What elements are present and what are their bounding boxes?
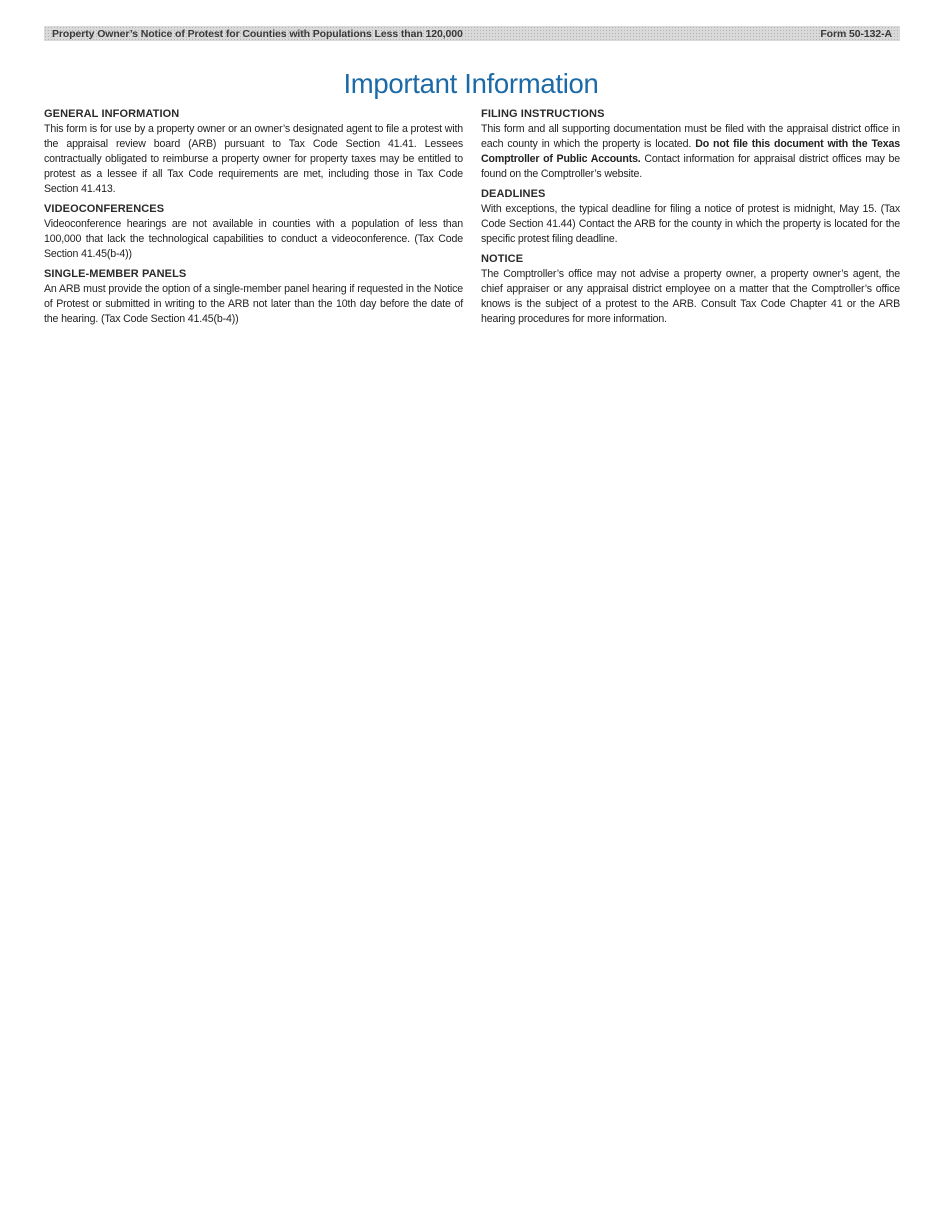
videoconferences-section [44,202,463,262]
form-header-title: Property Owner’s Notice of Protest for Counties with Populations Less than 120,000 [52,27,463,40]
right-column [481,107,900,332]
general-information-heading: GENERAL INFORMATION [44,108,180,120]
deadlines-section [481,187,900,247]
form-header-bar [44,26,900,41]
filing-instructions-heading: FILING INSTRUCTIONS [481,108,605,120]
filing-instructions-warning: Do not file this document with the Texas Comptroller of Public Accounts. [481,138,900,165]
deadlines-heading: DEADLINES [481,188,546,200]
filing-instructions-section [481,107,900,182]
filing-instructions-body [481,122,900,182]
single-member-panels-body: An ARB must provide the option of a single-member panel hearing if requested in the Notice of Protest or submitted in writing to the ARB not later than the 10th day before the date of the hearing. (Tax Code Section 41.45(b-4)) [44,283,463,325]
videoconferences-body: Videoconference hearings are not available in counties with a population of less than 100,000 that lack the technological capabilities to conduct a videoconference. (Tax Code Section 41.45(b-4)) [44,218,463,260]
videoconferences-heading: VIDEOCONFERENCES [44,203,165,215]
deadlines-body: With exceptions, the typical deadline for filing a notice of protest is midnight, May 15. (Tax Code Section 41.44) Contact the ARB for the county in which the property is located for the specific protest filing deadline. [481,203,900,245]
notice-heading: NOTICE [481,253,524,265]
left-column [44,107,463,332]
notice-body: The Comptroller’s office may not advise a property owner, a property owner’s agent, the chief appraiser or any appraisal district employee on a matter that the Comptroller’s office knows is the subject of a protest to the ARB. Consult Tax Code Chapter 41 or the ARB hearing procedures for more information. [481,268,900,325]
notice-section [481,252,900,327]
filing-instructions-text-end: Contact information for appraisal district offices may be found on the Comptroller’s website. [481,153,900,180]
single-member-panels-section [44,267,463,327]
page-title: Important Information [343,68,599,100]
filing-instructions-text-start: This form and all supporting documentation must be filed with the appraisal district office in each county in which the property is located. [481,123,900,150]
general-information-body: This form is for use by a property owner or an owner’s designated agent to file a protest with the appraisal review board (ARB) pursuant to Tax Code Section 41.41. Lessees contractually obligated to reimburse a property owner for property taxes may be entitled to protest as a lessee if all Tax Code requirements are met, including those in Tax Code Section 41.413. [44,123,463,195]
single-member-panels-heading: SINGLE-MEMBER PANELS [44,268,187,280]
general-information-section [44,107,463,197]
form-number: Form 50-132-A [820,27,892,40]
